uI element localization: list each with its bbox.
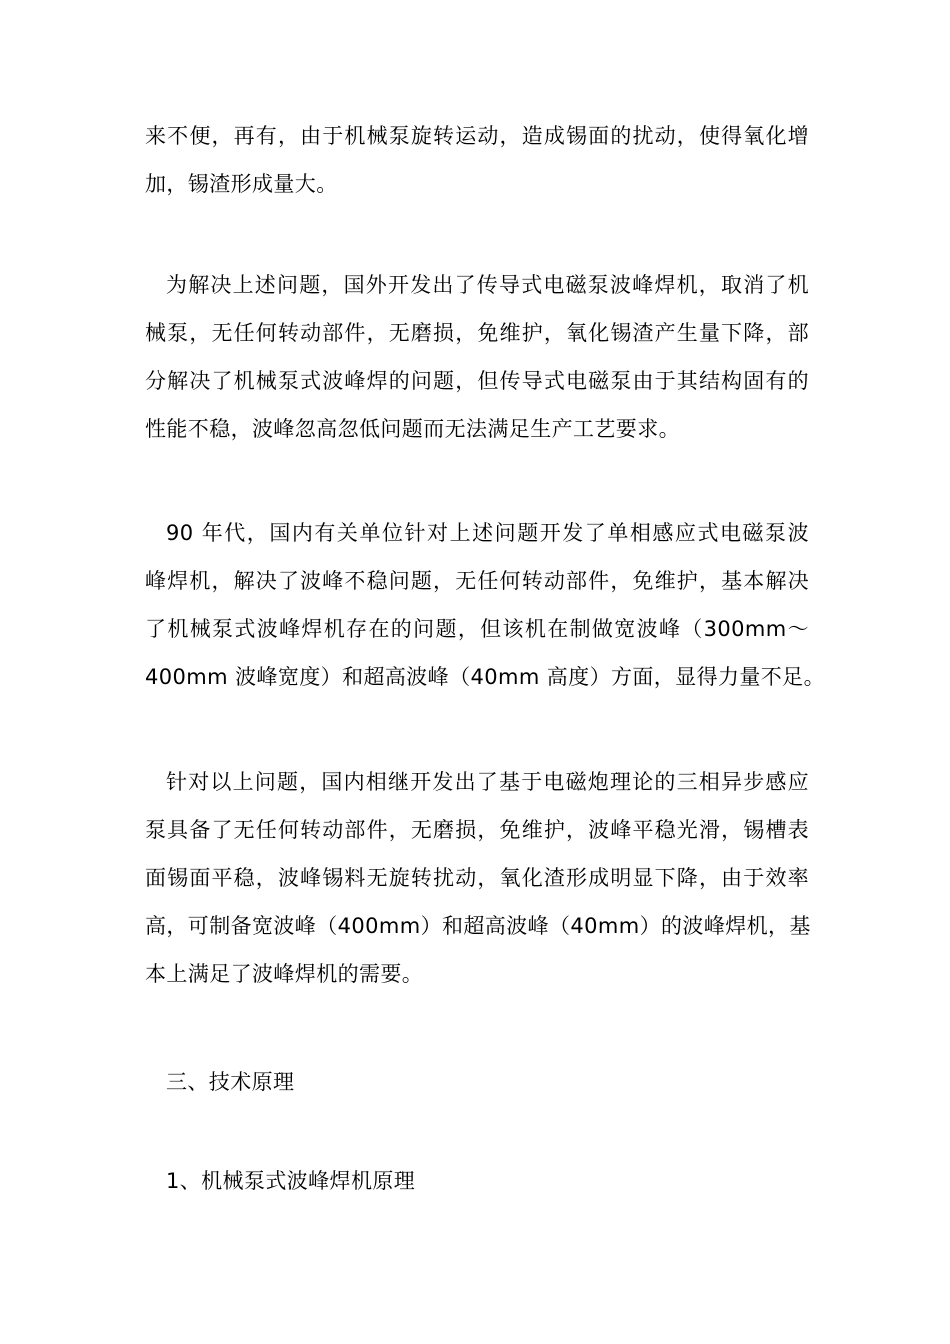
text-line: 本上满足了波峰焊机的需要。 xyxy=(145,962,424,986)
text-line: 分解决了机械泵式波峰焊的问题，但传导式电磁泵由于其结构固有的 xyxy=(145,369,809,393)
text-line: 高，可制备宽波峰（400mm）和超高波峰（40mm）的波峰焊机，基 xyxy=(145,914,811,938)
text-line: 90 年代，国内有关单位针对上述问题开发了单相感应式电磁泵波 xyxy=(166,521,809,545)
subsection-heading: 1、机械泵式波峰焊机原理 xyxy=(166,1169,416,1193)
text-line: 来不便，再有，由于机械泵旋转运动，造成锡面的扰动，使得氧化增 xyxy=(145,124,809,148)
text-line: 面锡面平稳，波峰锡料无旋转扰动，氧化渣形成明显下降，由于效率 xyxy=(145,866,809,890)
text-line: 性能不稳，波峰忽高忽低问题而无法满足生产工艺要求。 xyxy=(145,417,680,441)
text-line: 为解决上述问题，国外开发出了传导式电磁泵波峰焊机，取消了机 xyxy=(166,273,809,297)
paragraph-4 xyxy=(145,758,809,998)
paragraph-1 xyxy=(145,112,809,208)
text-line: 峰焊机，解决了波峰不稳问题，无任何转动部件，免维护，基本解决 xyxy=(145,569,809,593)
section-heading: 三、技术原理 xyxy=(166,1070,295,1094)
text-line: 400mm 波峰宽度）和超高波峰（40mm 高度）方面，显得力量不足。 xyxy=(145,665,825,689)
text-line: 加，锡渣形成量大。 xyxy=(145,172,338,196)
text-line: 了机械泵式波峰焊机存在的问题，但该机在制做宽波峰（300mm～ xyxy=(145,617,809,641)
paragraph-3 xyxy=(145,509,825,701)
text-line: 械泵，无任何转动部件，无磨损，免维护，氧化锡渣产生量下降，部 xyxy=(145,321,809,345)
paragraph-2 xyxy=(145,261,809,453)
text-line: 针对以上问题，国内相继开发出了基于电磁炮理论的三相异步感应 xyxy=(166,770,809,794)
text-line: 泵具备了无任何转动部件，无磨损，免维护，波峰平稳光滑，锡槽表 xyxy=(145,818,809,842)
